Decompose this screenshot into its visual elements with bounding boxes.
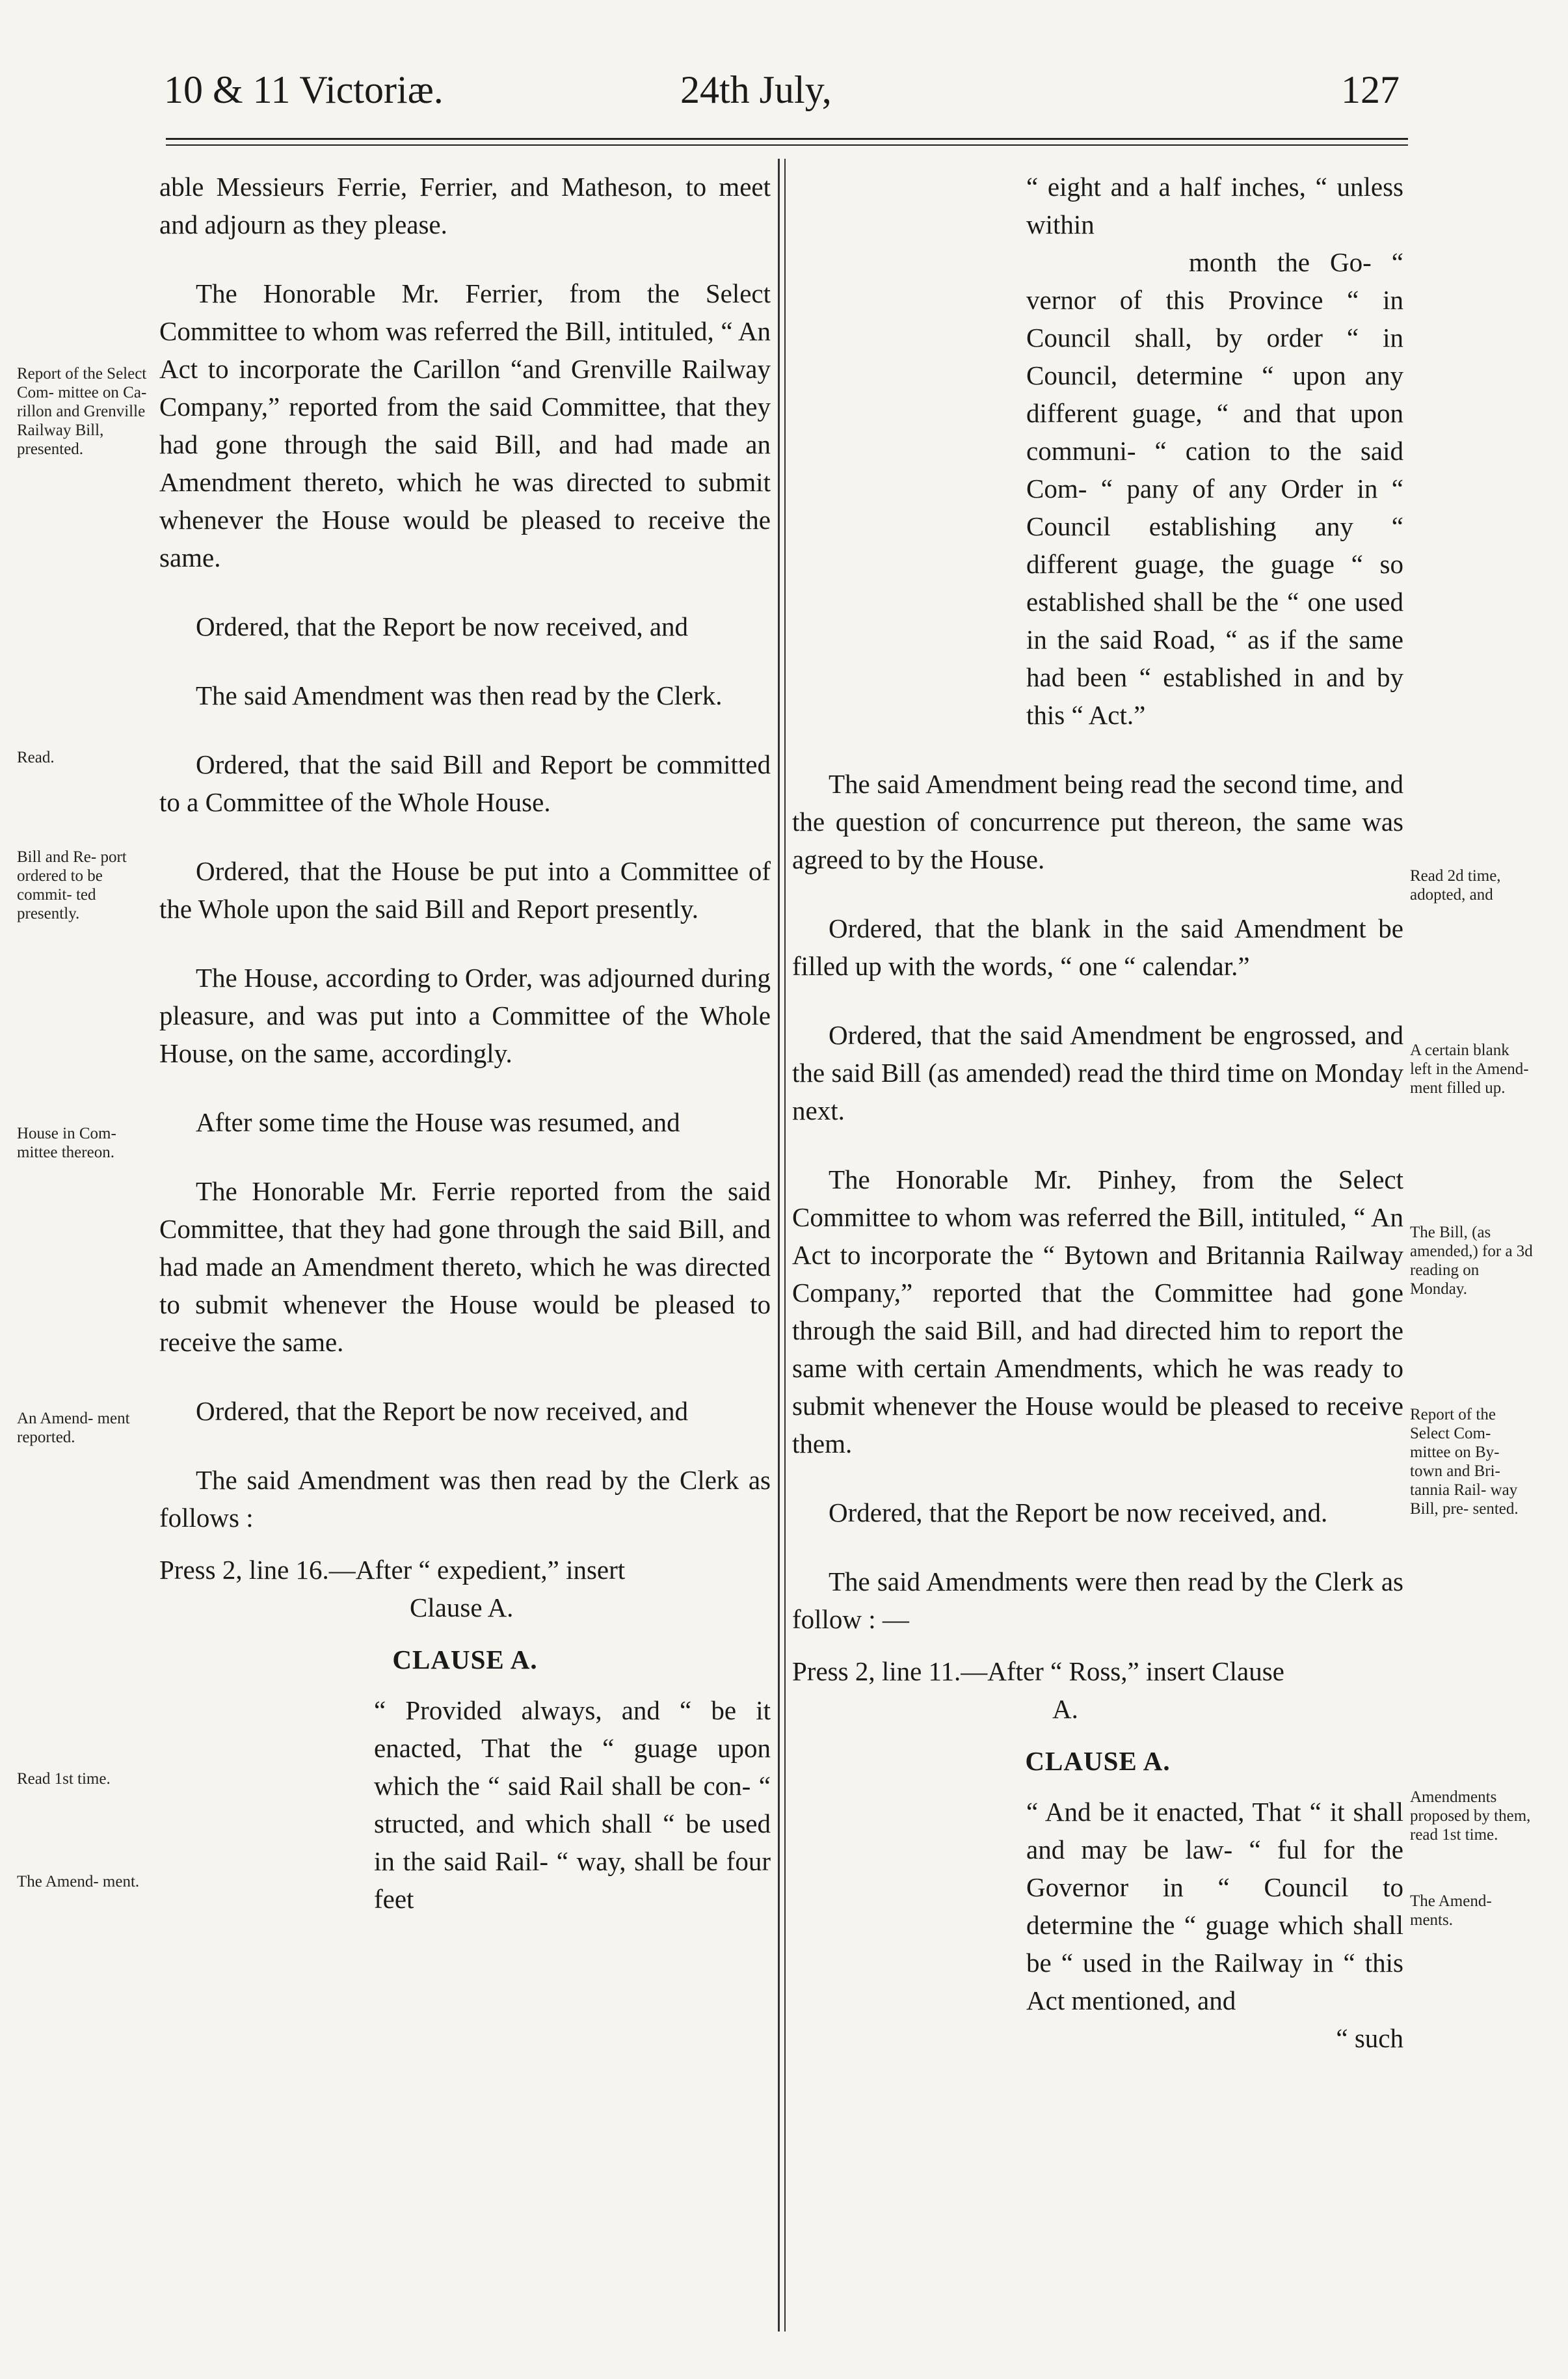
paragraph: Ordered, that the Report be now received, and bbox=[196, 1396, 689, 1426]
column-divider bbox=[778, 159, 780, 2332]
paragraph: able Messieurs Ferrie, Ferrier, and Matheson, to meet and adjourn as they please. bbox=[159, 172, 771, 239]
margin-note: Bill and Re- port ordered to be commit- ted presently. bbox=[17, 848, 127, 922]
paragraph: Ordered, that the said Bill and Report be committed to a Committee of the Whole House. bbox=[159, 749, 771, 817]
header-rule bbox=[166, 138, 1408, 140]
margin-note: The Bill, (as amended,) for a 3d reading on Monday. bbox=[1410, 1224, 1533, 1298]
margin-note: An Amend- ment reported. bbox=[17, 1410, 130, 1446]
right-column bbox=[792, 168, 1403, 2088]
clause-quote-end: “ such bbox=[1336, 2023, 1403, 2053]
margin-note: Amendments proposed by them, read 1st time. bbox=[1410, 1788, 1531, 1844]
clause-quote-continued: “ eight and a half inches, “ unless within bbox=[1026, 172, 1403, 239]
header-rule-double bbox=[166, 144, 1408, 146]
paragraph: The Honorable Mr. Ferrier, from the Select Committee to whom was referred the Bill, intituled, “ An Act to incorporate the Carillon “and Grenville Railway Company,” reported from the said Committee, that they had gone through the said Bill, and had made an Amendment thereto, which he was directed to submit whenever the House would be pleased to receive the same. bbox=[159, 278, 771, 572]
column-divider-double bbox=[784, 159, 786, 2332]
clause-heading: CLAUSE A. bbox=[1025, 1746, 1171, 1776]
paragraph: Ordered, that the said Amendment be engrossed, and the said Bill (as amended) read the third time on Monday next. bbox=[792, 1020, 1403, 1125]
paragraph: Ordered, that the Report be now received, and. bbox=[829, 1498, 1328, 1527]
margin-note: The Amend- ment. bbox=[17, 1873, 140, 1890]
paragraph: Ordered, that the Report be now received, and bbox=[196, 612, 689, 641]
amendment-instruction: Press 2, line 16.—After “ expedient,” insert bbox=[159, 1555, 626, 1585]
amendment-instruction: Press 2, line 11.—After “ Ross,” insert Clause bbox=[792, 1656, 1284, 1686]
page-number: 127 bbox=[1341, 68, 1400, 111]
paragraph: The House, according to Order, was adjourned during pleasure, and was put into a Committee of the Whole House, on the same, accordingly. bbox=[159, 963, 771, 1068]
clause-quote: “ And be it enacted, That “ it shall and may be law- “ ful for the Governor in “ Council to determine the “ guage which shall be “ used in the Railway in “ this Act mentioned, and bbox=[1026, 1797, 1403, 2015]
clause-heading: CLAUSE A. bbox=[392, 1645, 538, 1674]
margin-note: A certain blank left in the Amend- ment filled up. bbox=[1410, 1042, 1529, 1097]
margin-note: Read 1st time. bbox=[17, 1770, 111, 1788]
margin-note: Report of the Select Com- mittee on Ca- rillon and Grenville Railway Bill, presented. bbox=[17, 365, 147, 458]
paragraph: After some time the House was resumed, and bbox=[196, 1107, 680, 1137]
paragraph: The said Amendment was then read by the Clerk as follows : bbox=[159, 1465, 771, 1533]
margin-note: Report of the Select Com- mittee on By- town and Bri- tannia Rail- way Bill, pre- sented. bbox=[1410, 1406, 1519, 1518]
paragraph: Ordered, that the blank in the said Amendment be filled up with the words, “ one “ calendar.” bbox=[792, 913, 1403, 981]
amendment-instruction-clause: Clause A. bbox=[410, 1593, 514, 1622]
left-column bbox=[159, 168, 771, 1949]
margin-note: The Amend- ments. bbox=[1410, 1892, 1492, 1929]
running-header-date: 24th July, bbox=[680, 68, 832, 111]
amendment-instruction-clause: A. bbox=[1052, 1694, 1078, 1724]
paragraph: The Honorable Mr. Ferrie reported from the said Committee, that they had gone through the said Bill, and had made an Amendment thereto, which he was directed to submit whenever the House would be pleased to receive the same. bbox=[159, 1176, 771, 1357]
clause-quote: “ Provided always, and “ be it enacted, That the “ guage upon which the “ said Rail shall be con- “ structed, and which shall “ be used in the said Rail- “ way, shall be four feet bbox=[374, 1695, 771, 1914]
paragraph: The Honorable Mr. Pinhey, from the Select Committee to whom was referred the Bill, intituled, “ An Act to incorporate the “ Bytown and Britannia Railway Company,” reported that the Committee had gone through the said Bill, and had directed him to report the same with certain Amendments, which he was ready to submit whenever the House would be pleased to receive them. bbox=[792, 1164, 1403, 1458]
margin-note: Read. bbox=[17, 749, 55, 766]
clause-quote-continued: month the Go- “ vernor of this Province “ in Council shall, by order “ in Council, determine “ upon any different guage, “ and that upon communi- “ cation to the said Com- “ pany of any Order in “ Council establishing any “ different guage, the guage “ so established shall be the “ one used in the said Road, “ as if the same had been “ established in and by this “ Act.” bbox=[1026, 247, 1403, 730]
paragraph: The said Amendments were then read by the Clerk as follow : — bbox=[792, 1566, 1403, 1634]
paragraph: The said Amendment was then read by the Clerk. bbox=[196, 680, 723, 710]
running-header-left: 10 & 11 Victoriæ. bbox=[164, 68, 444, 111]
margin-note: House in Com- mittee thereon. bbox=[17, 1125, 116, 1161]
margin-note: Read 2d time, adopted, and bbox=[1410, 867, 1501, 904]
paragraph: The said Amendment being read the second time, and the question of concurrence put thereon, the same was agreed to by the House. bbox=[792, 769, 1403, 874]
paragraph: Ordered, that the House be put into a Committee of the Whole upon the said Bill and Report presently. bbox=[159, 856, 771, 924]
